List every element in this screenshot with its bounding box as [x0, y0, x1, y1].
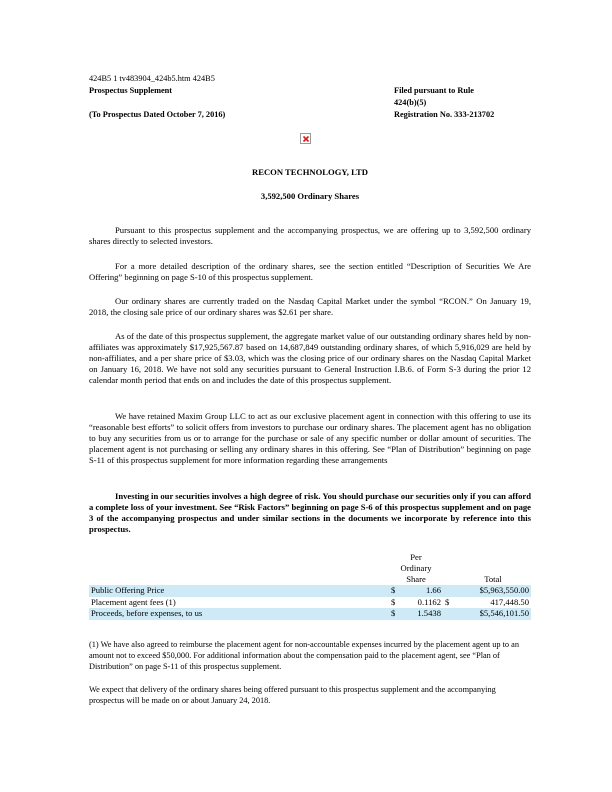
- registration-number: Registration No. 333-213702: [394, 110, 495, 119]
- filed-pursuant-label: Filed pursuant to Rule: [394, 86, 474, 95]
- footnote: (1) We have also agreed to reimburse the placement agent for non-accountable expenses incurred by the placement agent up to an amount not to exceed $50,000. For additional information about the compensation paid to the placement agent, see “Plan of Distribution” on page S-11 of this prospectus supplement.: [89, 640, 519, 671]
- table-header-row: [89, 552, 531, 585]
- offering-table: [89, 552, 531, 620]
- paragraph-offering: Pursuant to this prospectus supplement and the accompanying prospectus, we are offering up to 3,592,500 ordinary shares directly to selected investors.: [89, 225, 531, 246]
- rule-number: 424(b)(5): [394, 98, 427, 107]
- paragraph-description-ref: For a more detailed description of the ordinary shares, see the section entitled “Description of Securities We Are Offering” beginning on page S-10 of this prospectus supplement.: [89, 261, 531, 282]
- delivery-paragraph: We expect that delivery of the ordinary shares being offered pursuant to this prospectus supplement and the accompanying prospectus will be made on or about January 24, 2018.: [89, 685, 496, 705]
- paragraph-market-value: As of the date of this prospectus supplement, the aggregate market value of our outstanding ordinary shares held by non-affiliates was approximately $17,925,567.87 based on 14,687,849 outstanding ordinary shares, of which 5,916,029 are held by non-affiliates, and a per share price of $3.03, which was the closing price of our ordinary shares on the Nasdaq Capital Market on January 16, 2018. We have not sold any securities pursuant to General Instruction I.B.6. of Form S-3 during the prior 12 calendar month period that ends on and includes the date of this prospectus supplement.: [89, 331, 531, 385]
- table-row: Proceeds, before expenses, to us $ 1.5438 $5,546,101.50: [91, 608, 529, 619]
- total-header: Total: [484, 574, 502, 584]
- prospectus-supplement-label: Prospectus Supplement: [89, 86, 173, 95]
- table-row: Placement agent fees (1) $ 0.1162 $ 417,448.50: [91, 596, 529, 607]
- risk-warning-paragraph: Investing in our securities involves a high degree of risk. You should purchase our securities only if you can afford a complete loss of your investment. See “Risk Factors” beginning on page S-6 of this prospectus supplement and on page 3 of the accompanying prospectus and under similar sections in the documents we incorporate by reference into this prospectus.: [89, 491, 531, 534]
- offering-title: 3,592,500 Ordinary Shares: [260, 191, 360, 201]
- broken-image-icon: [300, 133, 311, 144]
- paragraph-placement-agent: We have retained Maxim Group LLC to act as our exclusive placement agent in connection with this offering to use its “reasonable best efforts” to solicit offers from investors to purchase our ordinary shares. The placement agent has no obligation to buy any securities from us or to arrange for the purchase or sale of any specific number or dollar amount of securities. The placement agent is not purchasing or selling any ordinary shares in this offering. See “Plan of Distribution” beginning on page S-11 of this prospectus supplement for more information regarding these arrangements: [89, 411, 531, 465]
- per-share-header: Per Ordinary Share: [400, 552, 432, 584]
- company-name: RECON TECHNOLOGY, LTD: [252, 167, 368, 177]
- table-row: Public Offering Price $ 1.66 $5,963,550.00: [91, 585, 529, 596]
- doc-id: 424B5 1 tv483904_424b5.htm 424B5: [89, 74, 215, 83]
- paragraph-trading: Our ordinary shares are currently traded on the Nasdaq Capital Market under the symbol “RCON.” On January 19, 2018, the closing sale price of our ordinary shares was $2.61 per share.: [89, 296, 531, 317]
- prospectus-date-label: (To Prospectus Dated October 7, 2016): [89, 110, 226, 119]
